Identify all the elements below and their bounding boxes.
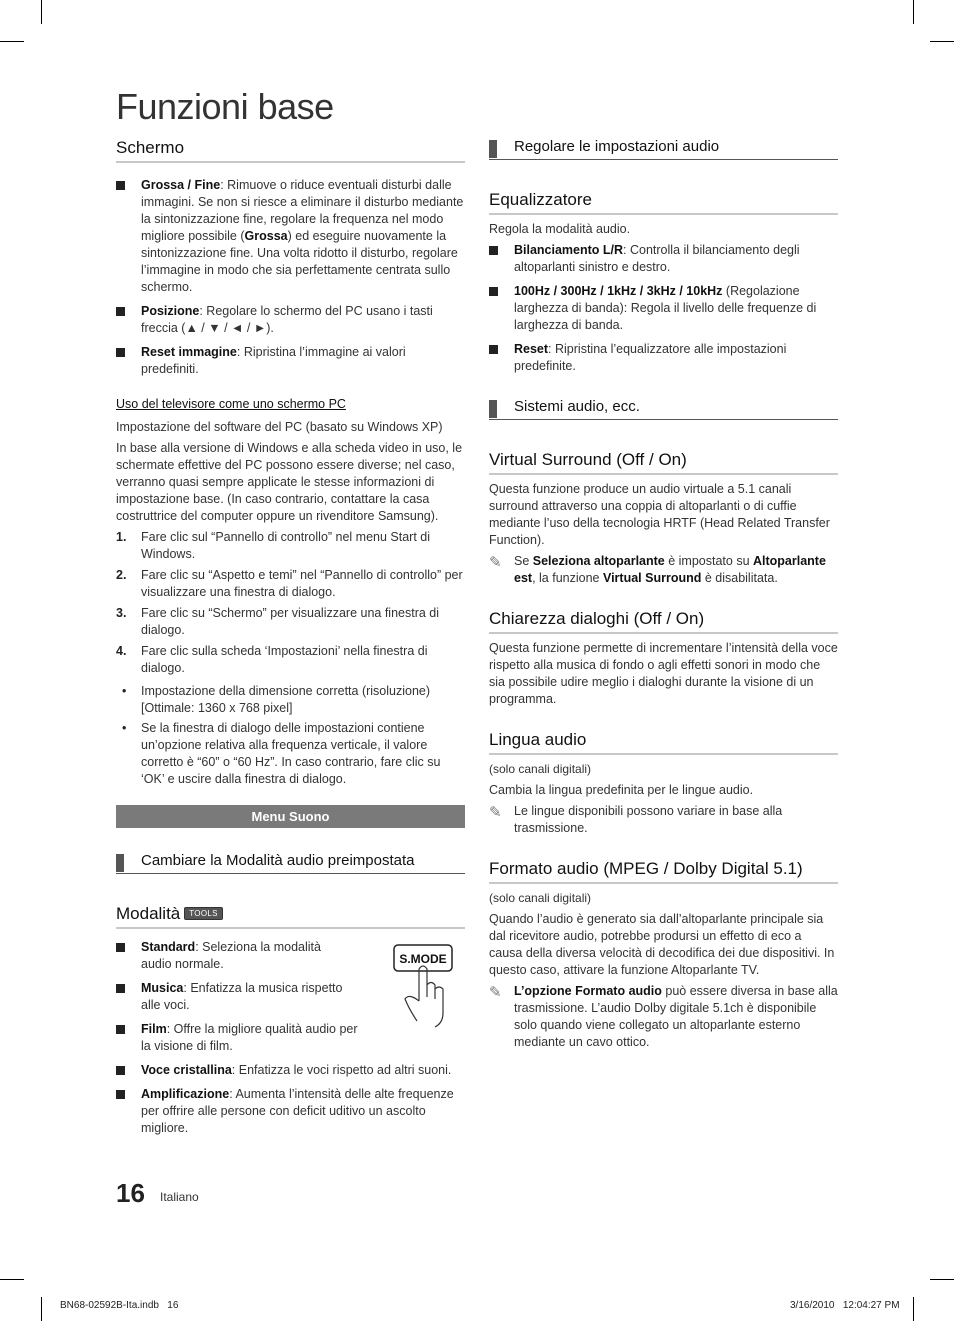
virtual-surround-text: Questa funzione produce un audio virtuale a 5.1 canali surround attraverso una coppia di altoparlanti o di cuffie mediante l’uso della tecnologia HRTF (Head Related Transfer Function).: [489, 482, 830, 547]
sistemi-heading: Sistemi audio, ecc.: [489, 398, 838, 420]
equalizzatore-heading: Equalizzatore: [489, 190, 838, 215]
crop-mark: [930, 41, 954, 42]
lingua-note: ✎ Le lingue disponibili possono variare in base alla trasmissione.: [489, 804, 783, 835]
note-pencil-icon: ✎: [489, 554, 502, 571]
footer-file: BN68-02592B-Ita.indb 16: [60, 1300, 179, 1311]
note-pencil-icon: ✎: [489, 984, 502, 1001]
list-item: 1. Fare clic sul “Pannello di controllo” nel menu Start di Windows.: [116, 530, 431, 561]
modalita-heading: Modalità TOOLS: [116, 904, 465, 929]
smode-hand-icon: [391, 939, 461, 1029]
regolare-heading: Regolare le impostazioni audio: [489, 138, 838, 160]
list-item: 4. Fare clic sulla scheda ‘Impostazioni’ nella finestra di dialogo.: [116, 644, 428, 675]
list-item: Reset: Ripristina l’equalizzatore alle impostazioni predefinite.: [489, 341, 838, 375]
schermo-heading: Schermo: [116, 138, 465, 163]
lingua-heading: Lingua audio: [489, 730, 838, 755]
schermo-list: [116, 177, 465, 378]
list-item: 3. Fare clic su “Schermo” per visualizzare una finestra di dialogo.: [116, 606, 440, 637]
pc-intro-detail: In base alla versione di Windows e alla scheda video in uso, le schermate effettive del PC possono essere diverse; nel caso, verranno quasi sempre applicate le stesse informazioni di impostazione base. (In caso contrario, contattare la casa costruttrice del computer oppure un rivenditore Samsung).: [116, 441, 463, 523]
pc-bullets: [116, 683, 465, 788]
crop-mark: [913, 0, 914, 24]
lingua-text: Cambia la lingua predefinita per le lingue audio.: [489, 783, 754, 797]
crop-mark: [0, 1279, 24, 1280]
note-pencil-icon: ✎: [489, 804, 502, 821]
list-item: Bilanciamento L/R: Controlla il bilanciamento degli altoparlanti sinistro e destro.: [489, 242, 838, 276]
equalizzatore-intro: Regola la modalità audio.: [489, 222, 631, 236]
list-item: 2. Fare clic su “Aspetto e temi” nel “Pannello di controllo” per visualizzare una finestra di dialogo.: [116, 568, 463, 599]
menu-suono-bar: Menu Suono: [116, 805, 465, 828]
chiarezza-heading: Chiarezza dialoghi (Off / On): [489, 609, 838, 634]
chiarezza-text: Questa funzione permette di incrementare l’intensità della voce rispetto alla musica di fondo o agli effetti sonori in modo che sia possibile udire meglio i dialoghi durante la visione di un programma.: [489, 641, 838, 706]
crop-mark: [41, 0, 42, 24]
page-title: Funzioni base: [116, 86, 334, 127]
list-item: Reset immagine: Ripristina l’immagine ai valori predefiniti.: [116, 344, 465, 378]
list-item: Voce cristallina: Enfatizza le voci rispetto ad altri suoni.: [116, 1062, 465, 1079]
list-item: Standard: Seleziona la modalità audio normale.: [116, 939, 341, 973]
virtual-surround-note: ✎ Se Seleziona altoparlante è impostato su Altoparlante est, la funzione Virtual Surround è disabilitata.: [489, 554, 826, 585]
page-language: Italiano: [160, 1190, 199, 1204]
page-number: 16: [116, 1178, 145, 1208]
crop-mark: [0, 41, 24, 42]
list-item: Amplificazione: Aumenta l’intensità delle alte frequenze per offrire alle persone con deficit uditivo un ascolto migliore.: [116, 1086, 465, 1137]
formato-text: Quando l’audio è generato sia dall’altoparlante principale sia dal ricevitore audio, potrebbe prodursi un effetto di eco a causa della diversa velocità di decodifica dei due dispositivi. In questo caso, attivare la funzione Altoparlante TV.: [489, 912, 835, 977]
pc-intro: Impostazione del software del PC (basato su Windows XP): [116, 420, 443, 434]
pc-subheading: Uso del televisore come uno schermo PC: [116, 397, 346, 411]
formato-sub: (solo canali digitali): [489, 891, 592, 905]
equalizzatore-list: [489, 242, 838, 375]
formato-note: ✎ L’opzione Formato audio può essere diversa in base alla trasmissione. L’audio Dolby digitale 5.1ch è disponibile solo quando viene collegato un altoparlante esterno mediante un cavo ottico.: [489, 984, 838, 1049]
lingua-sub: (solo canali digitali): [489, 762, 592, 776]
left-column: [116, 138, 465, 1144]
crop-mark: [913, 1297, 914, 1321]
cambiare-heading: Cambiare la Modalità audio preimpostata: [116, 852, 465, 874]
footer-date: 3/16/2010 12:04:27 PM: [790, 1300, 900, 1311]
crop-mark: [930, 1279, 954, 1280]
right-column: [489, 138, 838, 1055]
list-item: • Se la finestra di dialogo delle impostazioni contiene un’opzione relativa alla frequenza verticale, il valore corretto è “60” o “60 Hz”. In caso contrario, fare clic su ‘OK’ e uscire dalla finestra di dialogo.: [116, 720, 465, 788]
list-item: Posizione: Regolare lo schermo del PC usano i tasti freccia (▲ / ▼ / ◄ / ►).: [116, 303, 465, 337]
pc-steps: [116, 529, 465, 677]
formato-heading: Formato audio (MPEG / Dolby Digital 5.1): [489, 859, 838, 884]
list-item: 100Hz / 300Hz / 1kHz / 3kHz / 10kHz (Regolazione larghezza di banda): Regola il livello delle frequenze di larghezza di banda.: [489, 283, 838, 334]
list-item: Musica: Enfatizza la musica rispetto alle voci.: [116, 980, 351, 1014]
smode-label: S.MODE: [399, 952, 447, 966]
crop-mark: [41, 1297, 42, 1321]
list-item: Grossa / Fine: Rimuove o riduce eventuali disturbi dalle immagini. Se non si riesce a eliminare il disturbo mediante la sintonizzazione fine, regolare la frequenza nel modo migliore possibile (Grossa) ed eseguire nuovamente la sintonizzazione fine. Una volta ridotto il disturbo, regolare l’immagine in modo che sia perfettamente centrata sullo schermo.: [116, 177, 465, 296]
tools-badge: TOOLS: [184, 907, 222, 920]
list-item: Film: Offre la migliore qualità audio per la visione di film.: [116, 1021, 366, 1055]
list-item: • Impostazione della dimensione corretta (risoluzione) [Ottimale: 1360 x 768 pixel]: [116, 683, 465, 717]
virtual-surround-heading: Virtual Surround (Off / On): [489, 450, 838, 475]
